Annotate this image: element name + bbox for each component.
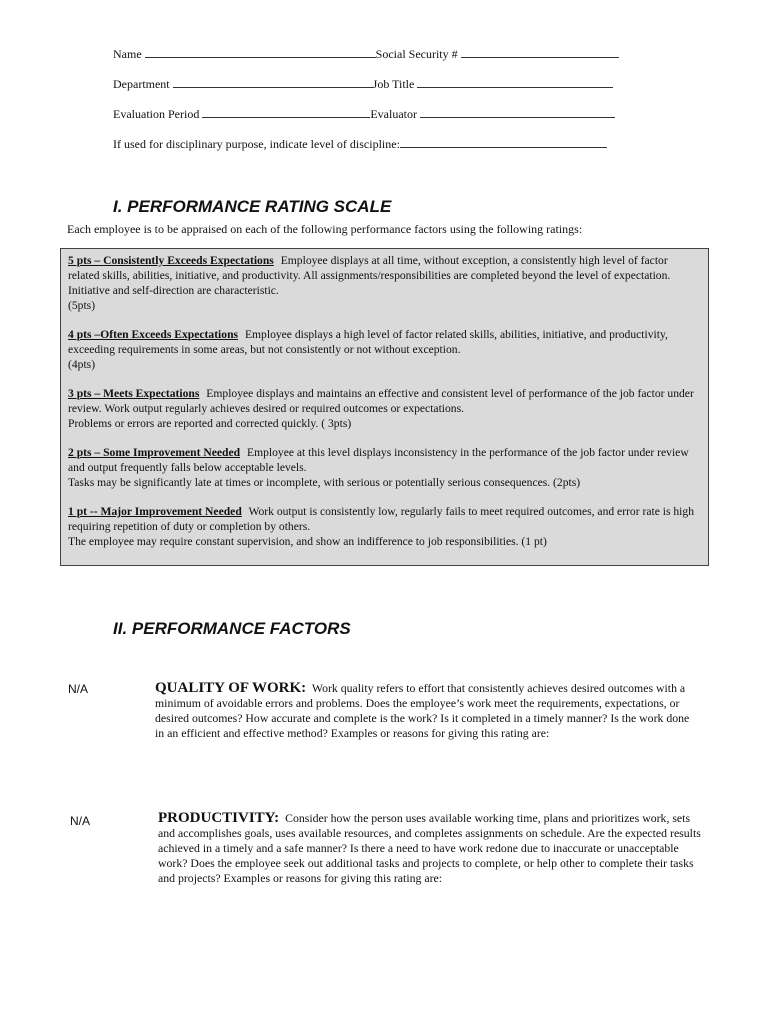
department-label: Department — [113, 77, 170, 91]
rating-text: Work output is consistently low, regularly fails to meet required outcomes, and error rate is high requiring repetition of duty or completion by others. — [68, 505, 694, 533]
name-label: Name — [113, 47, 142, 61]
rating-title: 2 pts – Some Improvement Needed — [68, 446, 241, 459]
productivity-factor — [158, 811, 706, 886]
evaluation-period-label: Evaluation Period — [113, 107, 200, 121]
productivity-na-label[interactable]: N/A — [70, 814, 91, 828]
ssn-input-line[interactable] — [461, 46, 619, 58]
department-input-line[interactable] — [173, 76, 373, 88]
evaluation-field-row — [113, 106, 615, 122]
factor-text: Work quality refers to effort that consistently achieves desired outcomes with a minimum of avoidable errors and problems. Does the employee’s work meet the requirements, expectations, or desired outcomes? How accurate and complete is the work? Is it completed in a timely manner? Is the work done in an efficient and effective method? Examples or reasons for giving this rating are: — [155, 681, 690, 740]
job-title-label: Job Title — [372, 77, 415, 91]
discipline-input-line[interactable] — [400, 136, 607, 148]
name-input-line[interactable] — [145, 46, 376, 58]
rating-extra: (5pts) — [68, 299, 96, 312]
rating-title: 5 pts – Consistently Exceeds Expectations — [68, 254, 274, 267]
factor-title: QUALITY OF WORK: — [155, 680, 307, 696]
evaluation-period-input-line[interactable] — [202, 106, 370, 118]
rating-text: Employee at this level displays inconsistency in the performance of the job factor under review and output frequently falls below acceptable levels. — [68, 446, 689, 474]
rating-text: Employee displays a high level of factor related skills, abilities, initiative, and productivity, exceeding requirements in some areas, but not consistently or not without exception. — [68, 328, 668, 356]
discipline-label: If used for disciplinary purpose, indicate level of discipline: — [113, 137, 400, 151]
name-field-row — [113, 46, 619, 62]
rating-2 — [68, 445, 700, 490]
quality-of-work-factor — [155, 681, 701, 741]
quality-na-label[interactable]: N/A — [68, 682, 89, 696]
section2-heading: II. PERFORMANCE FACTORS — [113, 619, 351, 638]
rating-text: Employee displays and maintains an effective and consistent level of performance of the job factor under review. Work output regularly achieves desired or required outcomes or expectations. — [68, 387, 694, 415]
section1-intro: Each employee is to be appraised on each of the following performance factors using the following ratings: — [67, 222, 583, 236]
rating-text: Employee displays at all time, without exception, a consistently high level of factor related skills, abilities, initiative, and productivity. All assignments/responsibilities are completed beyond the level of expectation. Initiative and self-direction are characteristic. — [68, 254, 671, 297]
rating-3 — [68, 386, 700, 431]
rating-title: 3 pts – Meets Expectations — [68, 387, 200, 400]
evaluator-input-line[interactable] — [420, 106, 615, 118]
rating-5 — [68, 253, 700, 313]
rating-extra: Tasks may be significantly late at times or incomplete, with serious or potentially serious consequences. (2pts) — [68, 476, 581, 489]
evaluator-label: Evaluator — [370, 107, 417, 121]
factor-title: PRODUCTIVITY: — [158, 810, 280, 826]
ssn-label: Social Security # — [375, 47, 458, 61]
factor-text: Consider how the person uses available working time, plans and prioritizes work, sets and accomplishes goals, uses available resources, and completes assignments on schedule. Are the expected results achieved in a timely and a safe manner? Is there a need to have work redone due to inaccurate or unacceptable work? Does the employee seek out additional tasks and projects to complete, or help other to complete their tasks and projects? Examples or reasons for giving this rating are: — [158, 811, 701, 885]
rating-extra: The employee may require constant supervision, and show an indifference to job responsibilities. (1 pt) — [68, 535, 547, 548]
rating-title: 4 pts –Often Exceeds Expectations — [68, 328, 239, 341]
department-field-row — [113, 76, 613, 92]
rating-scale-box — [60, 248, 709, 566]
rating-4 — [68, 327, 700, 372]
rating-extra: (4pts) — [68, 358, 96, 371]
job-title-input-line[interactable] — [417, 76, 613, 88]
rating-1 — [68, 504, 700, 549]
discipline-field-row — [113, 136, 607, 152]
section1-heading: I. PERFORMANCE RATING SCALE — [113, 197, 392, 216]
rating-extra: Problems or errors are reported and corrected quickly. ( 3pts) — [68, 417, 352, 430]
rating-title: 1 pt -- Major Improvement Needed — [68, 505, 242, 518]
